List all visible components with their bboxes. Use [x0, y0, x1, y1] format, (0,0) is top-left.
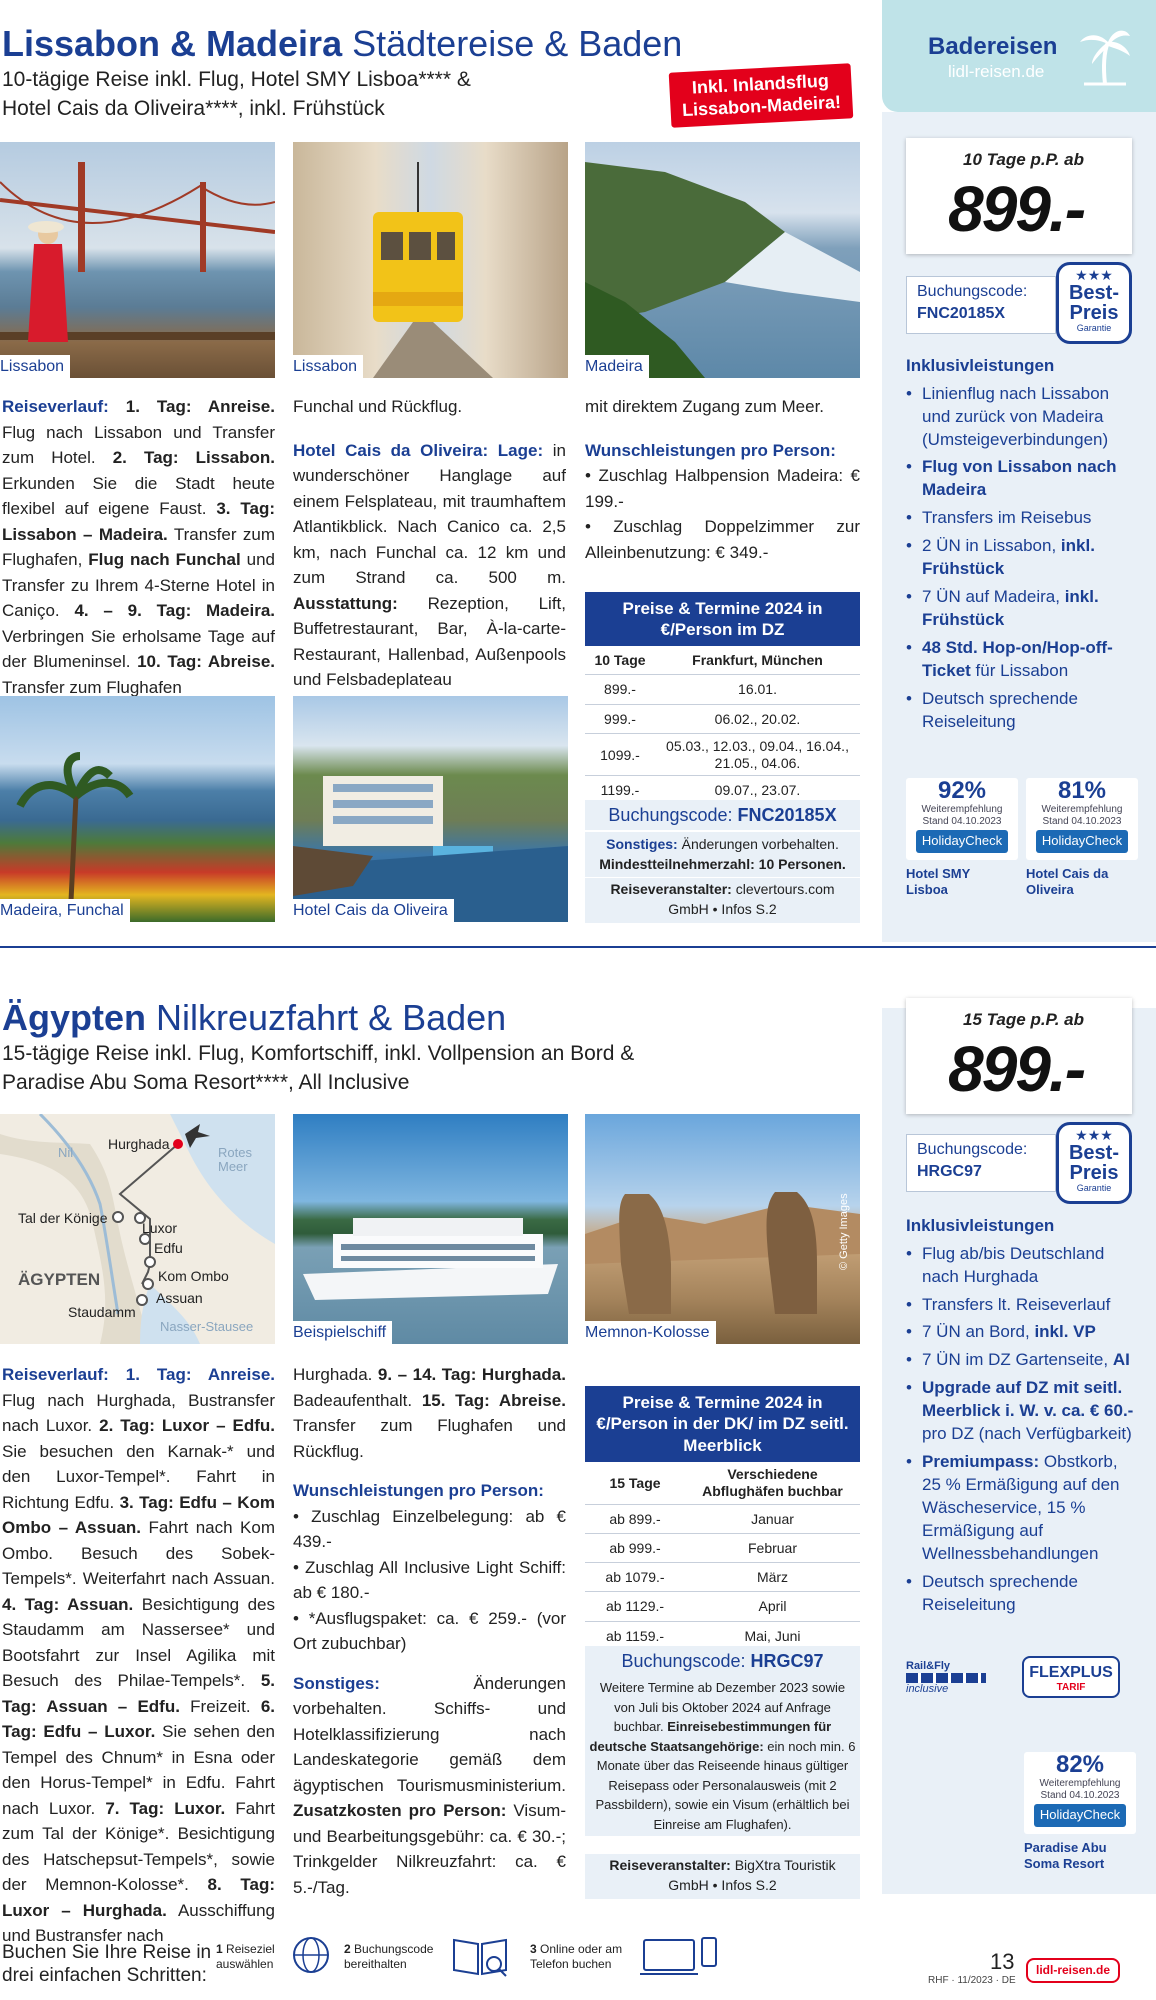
laptop-phone-icon [640, 1934, 720, 1978]
photo-lissabon-tram [293, 142, 568, 378]
egypt-itinerary: Reiseverlauf: 1. Tag: Anreise. Flug nach Hurghada, Bustransfer nach Luxor. 2. Tag: Luxor – Edfu. Sie besuchen den Karnak-* und den Luxor-Tempel*. Fahrt in Richtung Edfu. 3. Tag: Edfu – Kom Ombo – Assuan. Fahrt nach Kom Ombo. Besuch des Sobek-Tempels*. Weiterfahrt nach Assuan. 4. Tag: Assuan. Besichtigung des Staudamm am Nassersee* und Bootsfahrt zur Insel Agilika mit Besuch des Philae-Tempels*. 5. Tag: Assuan – Edfu. Freizeit. 6. Tag: Edfu – Luxor. Sie sehen den Tempel des Chnum* in Esna oder den Horus-Tempel* in Edfu. Fahrt nach Luxor. 7. Tag: Luxor. Fahrt zum Tal der Könige*. Besichtigung des Hatschepsut-Tempels*, sowie der Memnon-Kolosse*. 8. Tag: Luxor – Hurghada. Ausschiffung und Bustransfer nach [2, 1365, 276, 1945]
list-item: • Transfers im Reisebus [906, 507, 1138, 530]
list-item: • 2 ÜN in Lissabon, inkl. Frühstück [906, 535, 1138, 581]
caption-lissabon-1: Lissabon [0, 355, 70, 378]
caption-madeira: Madeira [585, 355, 649, 378]
table-row: 1099.- 05.03., 12.03., 09.04., 16.04., 21.05., 04.06. [585, 733, 860, 776]
list-item: • Premiumpass: Obstkorb, 25 % Ermäßigung auf den Wäscheservice, 15 % Ermäßigung auf Wellnessbehandlungen [906, 1451, 1138, 1566]
list-item: • 7 ÜN auf Madeira, inkl. Frühstück [906, 586, 1138, 632]
map-label-tal: Tal der Könige [18, 1210, 108, 1226]
footer-step-2: 2 Buchungscode bereithalten [344, 1942, 434, 1971]
lisbon-table-booking-code: Buchungscode: FNC20185X [585, 800, 860, 830]
footer-site-logo[interactable]: lidl-reisen.de [1026, 1958, 1120, 1983]
list-item: • Deutsch sprechende Reiseleitung [906, 688, 1138, 734]
flexplus-logo: FLEXPLUS TARIF [1022, 1656, 1120, 1698]
table-row: 899.- 16.01. [585, 675, 860, 704]
egypt-extras: Hurghada. 9. – 14. Tag: Hurghada. Badeaufenthalt. 15. Tag: Abreise. Transfer zum Flughafen und Rückflug. Wunschleistungen pro Person: • Zuschlag Einzelbelegung: ab € 439.- • Zuschlag All Inclusive Light Schiff: ab € 180.- • *Ausflugspaket: ca. € 259.- (vor Ort zubuchbar) Sonstiges: Änderungen vorbehalten. Schiffs- und Hotelklassifizierung nach Landeskategorie gemäß dem ägyptischen Tourismusministerium. Zusatzkosten pro Person: Visum- und Bearbeitungsgebühr: ca. € 30.-; Trinkgelder Nilkreuzfahrt: ca. € 5.-/Tag. [293, 1365, 566, 1897]
footer-step-1: 1 Reiseziel auswählen [216, 1942, 275, 1971]
egypt-subtitle-1: 15-tägige Reise inkl. Flug, Komfortschiff, inkl. Vollpension an Bord & [2, 1042, 635, 1065]
map-label-assuan: Assuan [156, 1290, 203, 1306]
egypt-table-booking-code: Buchungscode: HRGC97 [585, 1646, 860, 1676]
lisbon-price-box [906, 138, 1132, 254]
list-item: • Deutsch sprechende Reiseleitung [906, 1571, 1138, 1617]
table-row: ab 1079.- März [585, 1563, 860, 1592]
photo-beispielschiff [293, 1114, 568, 1344]
photo-madeira-coast [585, 142, 860, 378]
lisbon-subtitle-2: Hotel Cais da Oliveira****, inkl. Frühstück [2, 97, 385, 120]
caption-lissabon-2: Lissabon [293, 355, 363, 378]
lisbon-price-label: 10 Tage p.P. ab [963, 150, 1084, 169]
egypt-table-note: Weitere Termine ab Dezember 2023 sowie von Juli bis Oktober 2024 auf Anfrage buchbar. Einreisebestimmungen für deutsche Staatsangehörige: ein noch min. 6 Monate über das Reiseende hinaus gültiger Reisepass oder Personalausweis (mit 2 Passbildern), sowie ein Visum (erhältlich bei Einreise am Flughafen). [585, 1676, 860, 1836]
palm-icon [1078, 24, 1132, 86]
map-label-country: ÄGYPTEN [18, 1270, 101, 1289]
railfly-logo: Rail&Fly inclusive [906, 1660, 986, 1696]
holidaycheck-badge-cais: 81% Weiterempfehlung Stand 04.10.2023 HolidayCheck [1026, 778, 1138, 860]
lisbon-extras: mit direktem Zugang zum Meer. Wunschleistungen pro Person: • Zuschlag Halbpension Madeira: € 199.- • Zuschlag Doppelzimmer zur Alleinbenutzung: € 349.- [585, 397, 860, 562]
holidaycheck-badge-smy: 92% Weiterempfehlung Stand 04.10.2023 HolidayCheck [906, 778, 1018, 860]
lisbon-title: Lissabon & Madeira Städtereise & Baden [2, 23, 683, 64]
egypt-price-table-head: Preise & Termine 2024 in €/Person in der DK/ im DZ seitl. Meerblick [585, 1386, 860, 1462]
list-item: • 48 Std. Hop-on/Hop-off-Ticket für Lissabon [906, 637, 1138, 683]
egypt-booking-code: Buchungscode: HRGC97 [906, 1134, 1056, 1192]
holidaycheck-name-abu-soma: Paradise Abu Soma Resort [1024, 1840, 1107, 1871]
photo-lissabon-bridge [0, 142, 275, 378]
egypt-subtitle-2: Paradise Abu Soma Resort****, All Inclusive [2, 1071, 410, 1094]
lisbon-price-table: 10 Tage Frankfurt, München 899.- 16.01. 999.- 06.02., 20.02. 1099.- 05.03., 12.03., 09.04., 16.04., 21.05., 04.06. 1199.- 09.07., 23.07. [585, 646, 860, 806]
lisbon-inclusive-list: Inklusivleistungen • Linienflug nach Lissabon und zurück von Madeira (Umsteigeverbindungen) • Flug von Lissabon nach Madeira • Transfers im Reisebus • 2 ÜN in Lissabon, inkl. Frühstück • 7 ÜN auf Madeira, inkl. Frühstück • 48 Std. Hop-on/Hop-off-Ticket für Lissabon • Deutsch sprechende Reiseleitung [906, 354, 1138, 739]
holidaycheck-badge-abu-soma: 82% Weiterempfehlung Stand 04.10.2023 HolidayCheck [1024, 1752, 1136, 1834]
lisbon-best-price-badge: ★★★ Best- Preis Garantie [1056, 262, 1132, 344]
table-row: ab 999.- Februar [585, 1533, 860, 1562]
category-title: Badereisen [928, 33, 1058, 60]
map-label-rotes-meer: Rotes Meer [218, 1145, 252, 1175]
egypt-price-box [906, 998, 1132, 1114]
caption-funchal: Madeira, Funchal [0, 899, 130, 922]
footer-step-3: 3 Online oder am Telefon buchen [530, 1942, 623, 1971]
section-divider [0, 946, 1156, 948]
map-label-hurghada: Hurghada [108, 1136, 170, 1152]
table-row: ab 899.- Januar [585, 1504, 860, 1533]
map-label-kom-ombo: Kom Ombo [158, 1268, 229, 1284]
lisbon-sonstiges: Sonstiges: Änderungen vorbehalten. Mindestteilnehmerzahl: 10 Personen. [585, 832, 860, 877]
lisbon-subtitle-1: 10-tägige Reise inkl. Flug, Hotel SMY Lisboa**** & [2, 68, 471, 91]
caption-beispielschiff: Beispielschiff [293, 1321, 392, 1344]
table-row: 1199.- 09.07., 23.07. [585, 776, 860, 805]
table-row: 999.- 06.02., 20.02. [585, 704, 860, 733]
photo-madeira-funchal [0, 696, 275, 922]
catalog-icon [450, 1934, 510, 1978]
page-ref: RHF · 11/2023 · DE [928, 1975, 1016, 1986]
map-label-staudamm: Staudamm [68, 1304, 136, 1320]
list-item: • Flug von Lissabon nach Madeira [906, 456, 1138, 502]
caption-memnon: Memnon-Kolosse [585, 1321, 716, 1344]
lisbon-itinerary: Reiseverlauf: 1. Tag: Anreise. Flug nach Lissabon und Transfer zum Hotel. 2. Tag: Lissabon. Erkunden Sie die Stadt heute flexibel auf eigene Faust. 3. Tag: Lissabon – Madeira. Transfer zum Flughafen, Flug nach Funchal und Transfer zu Ihrem 4-Sterne Hotel in Caniço. 4. – 9. Tag: Madeira. Verbringen Sie erholsame Tage auf der Blumeninsel. 10. Tag: Abreise. Transfer zum Flughafen [2, 397, 276, 697]
table-row: ab 1129.- April [585, 1592, 860, 1621]
egypt-price-label: 15 Tage p.P. ab [963, 1010, 1084, 1029]
list-item: • Transfers lt. Reiseverlauf [906, 1294, 1138, 1317]
map-label-luxor: Luxor [142, 1220, 178, 1236]
photo-hotel-cais [293, 696, 568, 922]
egypt-veranstalter: Reiseveranstalter: BigXtra Touristik GmbH • Infos S.2 [585, 1854, 860, 1899]
photo-memnon [585, 1114, 860, 1344]
list-item: • 7 ÜN im DZ Gartenseite, AI [906, 1349, 1138, 1372]
egypt-route-map [0, 1114, 275, 1344]
lisbon-veranstalter: Reiseveranstalter: clevertours.com GmbH • Infos S.2 [585, 878, 860, 923]
map-label-nasser: Nasser-Stausee [160, 1319, 254, 1334]
map-label-nil: Nil [58, 1145, 74, 1160]
lisbon-price-value: 899.- [948, 172, 1084, 245]
photo-credit: © Getty Images [838, 1193, 850, 1270]
egypt-price-table: 15 Tage Verschiedene Abflughäfen buchbar ab 899.- Januar ab 999.- Februar ab 1079.- März ab 1129.- April ab 1159.- Mai, Juni [585, 1462, 860, 1651]
globe-icon [290, 1934, 332, 1976]
holidaycheck-name-cais: Hotel Cais da Oliveira [1026, 866, 1109, 897]
map-label-edfu: Edfu [154, 1240, 183, 1256]
lisbon-hotel-info: Funchal und Rückflug. Hotel Cais da Oliveira: Lage: in wunderschöner Hanglage auf einem Felsplateau, mit traumhaftem Atlantikblick. Nach Canico ca. 2,5 km, nach Funchal ca. 12 km und zum Strand ca. 500 m. Ausstattung: Rezeption, Lift, Buffetrestaurant, Bar, À-la-carte-Restaurant, Hallenbad, Außenpools und Felsbadeplateau [293, 397, 566, 689]
holidaycheck-name-smy: Hotel SMY Lisboa [906, 866, 971, 897]
lisbon-price-table-head: Preise & Termine 2024 in €/Person im DZ [585, 592, 860, 647]
egypt-price-value: 899.- [948, 1032, 1084, 1105]
caption-hotel-cais: Hotel Cais da Oliveira [293, 899, 454, 922]
page-number: 13 [990, 1949, 1015, 1974]
egypt-best-price-badge: ★★★ Best- Preis Garantie [1056, 1122, 1132, 1204]
category-tag [882, 0, 1156, 112]
egypt-title: Ägypten Nilkreuzfahrt & Baden [2, 997, 507, 1038]
list-item: • 7 ÜN an Bord, inkl. VP [906, 1321, 1138, 1344]
category-site: lidl-reisen.de [948, 62, 1045, 81]
table-row: ab 1159.- Mai, Juni [585, 1621, 860, 1650]
list-item: • Upgrade auf DZ mit seitl. Meerblick i. W. v. ca. € 60.- pro DZ (nach Verfügbarkeit) [906, 1377, 1138, 1446]
inlandsflug-flag: Inkl. Inlandsflug Lissabon-Madeira! [669, 63, 854, 128]
footer-intro: Buchen Sie Ihre Reise in drei einfachen Schritten: [2, 1942, 212, 1986]
egypt-inclusive-list: Inklusivleistungen • Flug ab/bis Deutschland nach Hurghada • Transfers lt. Reiseverlauf • 7 ÜN an Bord, inkl. VP • 7 ÜN im DZ Gartenseite, AI • Upgrade auf DZ mit seitl. Meerblick i. W. v. ca. € 60.- pro DZ (nach Verfügbarkeit) • Premiumpass: Obstkorb, 25 % Ermäßigung auf den Wäscheservice, 15 % Ermäßigung auf Wellnessbehandlungen • Deutsch sprechende Reiseleitung [906, 1214, 1138, 1622]
list-item: • Flug ab/bis Deutschland nach Hurghada [906, 1243, 1138, 1289]
lisbon-booking-code: Buchungscode: FNC20185X [906, 276, 1056, 334]
list-item: • Linienflug nach Lissabon und zurück von Madeira (Umsteigeverbindungen) [906, 383, 1138, 452]
